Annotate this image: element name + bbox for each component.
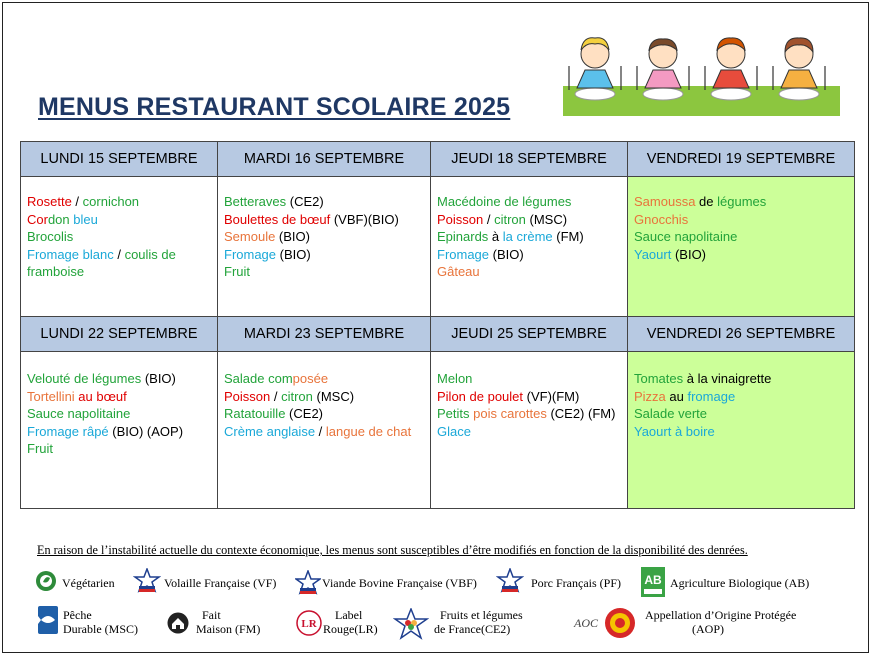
vegetarian-icon [35, 570, 57, 592]
menu-item-text: Brocolis [27, 229, 74, 245]
page-title: MENUS RESTAURANT SCOLAIRE 2025 [38, 93, 511, 121]
menu-item-text: (FM) [552, 229, 584, 245]
day-menu-cell [431, 177, 628, 317]
menu-item [224, 405, 424, 423]
menu-item-text: Epinards [437, 229, 489, 245]
menu-item-text: Fromage [437, 246, 490, 262]
day-header: MARDI 16 SEPTEMBRE [218, 142, 431, 177]
menu-item-text: la crème [502, 229, 553, 245]
menu-item [224, 263, 424, 281]
day-menu-cell [21, 177, 218, 317]
aop-seal-icon [604, 607, 636, 639]
menu-item [634, 405, 848, 423]
menu-item-text: (MSC) [525, 211, 568, 227]
menu-item [634, 388, 848, 406]
day-header: LUNDI 15 SEPTEMBRE [21, 142, 218, 177]
menu-item-text: Tomates [634, 371, 684, 386]
menu-item [27, 193, 211, 211]
legend-fm-line2: Maison (FM) [196, 622, 261, 636]
menu-item-text: Fruit [27, 441, 53, 457]
day-menu-cell [628, 352, 855, 509]
menu-item [27, 423, 211, 441]
menu-item-text: Yaourt à boire [634, 423, 715, 439]
day-menu-cell [218, 177, 431, 317]
menu-item-text: cornichon [82, 194, 140, 209]
legend-pf: Porc Français (PF) [531, 576, 621, 590]
children-at-table-illustration [563, 32, 840, 116]
menu-item [437, 370, 621, 388]
legend-lr-line1: Label [335, 608, 363, 622]
menu-item [224, 246, 424, 264]
menu-item-text: Petits [437, 406, 474, 422]
day-header: VENDREDI 19 SEPTEMBRE [628, 142, 855, 177]
menu-item-text: de [695, 194, 718, 209]
menu-item-text: citron [281, 388, 313, 404]
menu-item-text: / [270, 388, 282, 404]
menu-item-text: Rosette [27, 194, 72, 209]
menu-item [224, 228, 424, 246]
legend-fm-line1: Fait [202, 608, 221, 622]
fait-maison-icon [167, 612, 189, 634]
legend-aop-line1: Appellation d’Origine Protégée [645, 608, 797, 622]
legend-ce2-line1: Fruits et légumes [440, 608, 523, 622]
menu-item-text: / [315, 423, 326, 439]
fruits-legumes-de-france-icon [393, 608, 429, 640]
peche-durable-msc-icon [38, 606, 58, 634]
menu-item [437, 228, 621, 246]
svg-text:AOC: AOC [574, 616, 598, 630]
svg-text:LR: LR [301, 618, 317, 630]
day-header: JEUDI 18 SEPTEMBRE [431, 142, 628, 177]
menu-item-text: (BIO) [489, 246, 524, 262]
menu-item-text: Poisson [224, 388, 271, 404]
legend-vbf: Viande Bovine Française (VBF) [322, 576, 477, 590]
notice-text: En raison de l’instabilité actuelle du contexte économique, les menus sont susceptibles d’être modifiés en fonction de la disponibilité des denrées. [37, 543, 748, 557]
legend-lr-line2: Rouge(LR) [323, 622, 378, 636]
legend-msc-line2: Durable (MSC) [63, 622, 138, 636]
legend-vf: Volaille Française (VF) [164, 576, 277, 590]
menu-item-text: langue de chat [325, 423, 412, 439]
menu-item [224, 193, 424, 211]
menu-item-text: (BIO) [275, 229, 310, 245]
menu-item-text: Sauce napolitaine [27, 406, 131, 422]
menu-item-text: Fromage [224, 246, 277, 262]
menu-item-text: Glace [437, 423, 471, 439]
menu-item [27, 388, 211, 406]
label-rouge-icon [296, 610, 322, 636]
menu-item-text: (CE2) (FM) [546, 406, 616, 422]
menu-item-text: Salade verte [634, 406, 707, 422]
menu-item [27, 228, 211, 246]
menu-item-text: framboise [27, 264, 85, 280]
menu-item-text: (BIO) (AOP) [108, 423, 184, 439]
menu-item-text: (VBF)(BIO) [330, 211, 399, 227]
menu-item-text: (BIO) [671, 246, 707, 262]
menu-item-text: / [483, 211, 495, 227]
menu-table [20, 141, 855, 509]
menu-item-text: Fruit [224, 264, 250, 280]
menu-item [224, 370, 424, 388]
week-header-row [21, 317, 855, 352]
agriculture-biologique-icon [641, 567, 665, 597]
menu-item-text: fromage [687, 388, 736, 404]
menu-item [224, 388, 424, 406]
menu-item-text: coulis de [124, 246, 176, 262]
legend-ab: Agriculture Biologique (AB) [670, 576, 810, 590]
week-header-row [21, 142, 855, 177]
day-header: MARDI 23 SEPTEMBRE [218, 317, 431, 352]
menu-item-text: Boulettes de bœuf [224, 211, 331, 227]
menu-item [634, 246, 848, 264]
menu-item-text: Gnocchis [634, 211, 689, 227]
menu-item [27, 263, 211, 281]
menu-item-text: pois carottes [473, 406, 547, 422]
menu-item [437, 193, 621, 211]
menu-item-text: Crème anglaise [224, 423, 316, 439]
day-header: VENDREDI 26 SEPTEMBRE [628, 317, 855, 352]
day-menu-cell [21, 352, 218, 509]
menu-item-text: Salade com [224, 371, 293, 386]
menu-item [27, 405, 211, 423]
menu-item-text: Sauce napolitaine [634, 229, 738, 245]
menu-item-text: bleu [73, 211, 98, 227]
menu-item [634, 370, 848, 388]
menu-item-text: / [71, 194, 83, 209]
menu-item [437, 263, 621, 281]
menu-item-text: (VF)(FM) [523, 388, 580, 404]
volaille-francaise-icon [133, 568, 161, 594]
menu-item-text: Pilon de poulet [437, 388, 524, 404]
day-header: JEUDI 25 SEPTEMBRE [431, 317, 628, 352]
menu-item [437, 423, 621, 441]
menu-item [437, 211, 621, 229]
menu-item [27, 246, 211, 264]
menu-item-text: citron [494, 211, 526, 227]
menu-item-text: Tortellini [27, 388, 75, 404]
menu-item [27, 211, 211, 229]
legend-aop-line2: (AOP) [692, 622, 724, 636]
menu-item-text: Melon [437, 371, 473, 386]
menu-item-text: légumes [717, 194, 767, 209]
week-menu-row [21, 177, 855, 317]
menu-item-text: (CE2) [285, 406, 323, 422]
menu-item-text: à la vinaigrette [683, 371, 772, 386]
legend-msc-line1: Pêche [63, 608, 92, 622]
menu-item [634, 228, 848, 246]
menu-item [27, 440, 211, 458]
porc-francais-icon [496, 568, 524, 594]
menu-item-text: à [488, 229, 503, 245]
menu-item-text: au [665, 388, 688, 404]
viande-bovine-francaise-icon [295, 570, 321, 596]
menu-item [634, 423, 848, 441]
menu-item [437, 405, 621, 423]
menu-item [27, 370, 211, 388]
menu-item [437, 388, 621, 406]
day-menu-cell [218, 352, 431, 509]
menu-item-text: posée [292, 371, 329, 386]
menu-item-text: (CE2) [286, 194, 324, 209]
menu-item-text: Fromage blanc [27, 246, 114, 262]
menu-item-text: Velouté de légumes [27, 371, 142, 386]
menu-item-text: Cor [27, 211, 48, 227]
legend-vegetarien: Végétarien [62, 576, 115, 590]
menu-item-text: au bœuf [74, 388, 127, 404]
menu-item-text: Fromage râpé [27, 423, 109, 439]
day-header: LUNDI 22 SEPTEMBRE [21, 317, 218, 352]
menu-item-text: Samoussa [634, 194, 696, 209]
menu-item-text: (MSC) [312, 388, 355, 404]
legend-ce2-line2: de France(CE2) [434, 622, 511, 636]
menu-item [437, 246, 621, 264]
menu-item-text: Pizza [634, 388, 666, 404]
menu-item-text: Betteraves [224, 194, 287, 209]
day-menu-cell [628, 177, 855, 317]
menu-item [224, 211, 424, 229]
menu-item-text: Yaourt [634, 246, 672, 262]
menu-item [634, 211, 848, 229]
menu-item-text: (BIO) [141, 371, 176, 386]
day-menu-cell [431, 352, 628, 509]
menu-item-text: don [47, 211, 74, 227]
menu-item-text: Semoule [224, 229, 276, 245]
menu-item-text: Poisson [437, 211, 484, 227]
menu-item-text: Gâteau [437, 264, 480, 280]
svg-text:AB: AB [644, 573, 662, 587]
aoc-icon [570, 607, 602, 637]
menu-item-text: Macédoine de légumes [437, 194, 572, 209]
menu-item-text: / [113, 246, 125, 262]
menu-item [634, 193, 848, 211]
week-menu-row [21, 352, 855, 509]
menu-item-text: (BIO) [276, 246, 311, 262]
menu-item [224, 423, 424, 441]
menu-item-text: Ratatouille [224, 406, 286, 422]
